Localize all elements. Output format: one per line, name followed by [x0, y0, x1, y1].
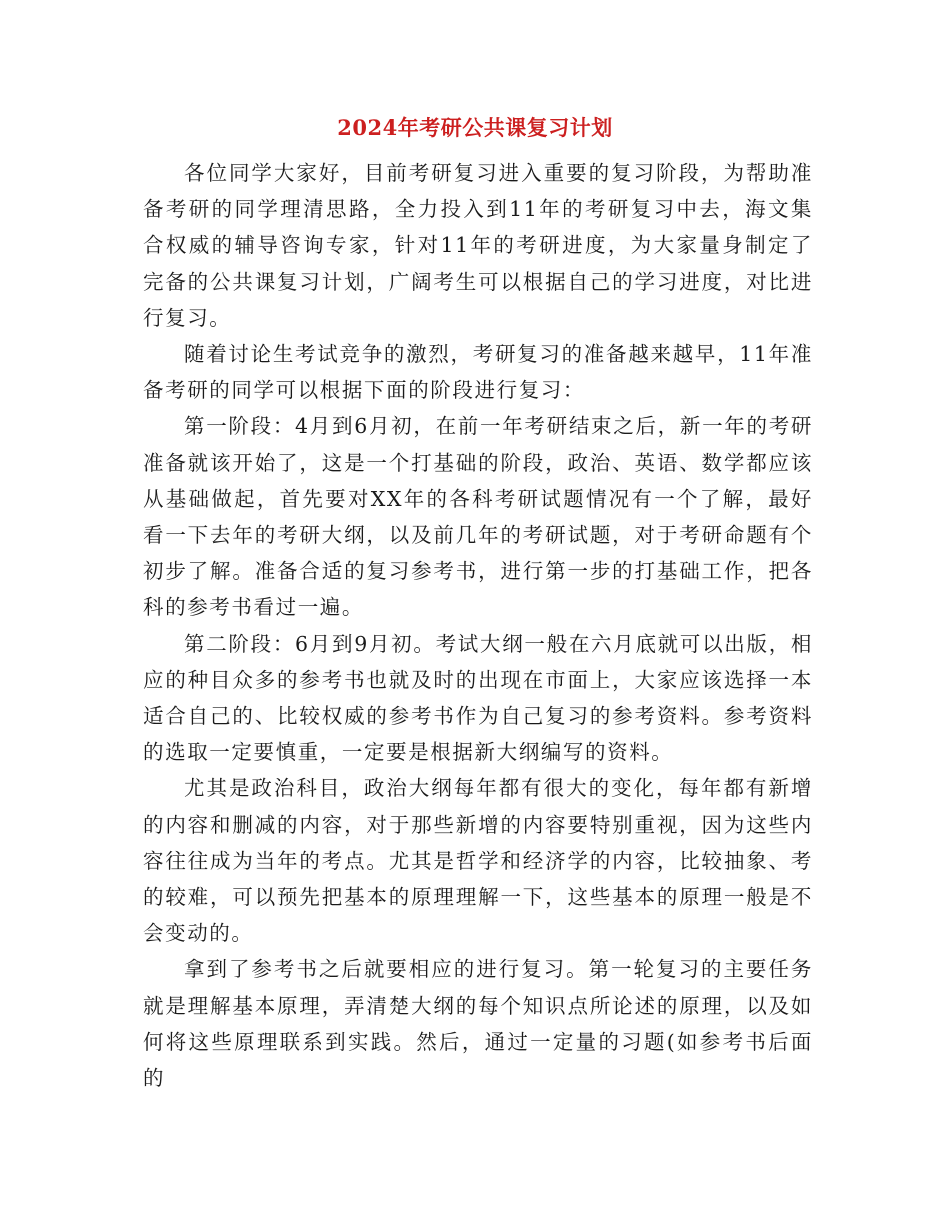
paragraph-intro: 各位同学大家好，目前考研复习进入重要的复习阶段，为帮助准备考研的同学理清思路，全力投入到11年的考研复习中去，海文集合权威的辅导咨询专家，针对11年的考研进度，为大家量身制定了完备的公共课复习计划，广阔考生可以根据自己的学习进度，对比进行复习。: [143, 161, 813, 330]
paragraph-review: 拿到了参考书之后就要相应的进行复习。第一轮复习的主要任务就是理解基本原理，弄清楚大纲的每个知识点所论述的原理，以及如何将这些原理联系到实践。然后，通过一定量的习题(如参考书后面的: [143, 957, 813, 1091]
paragraph-stage-one: 第一阶段：4月到6月初，在前一年考研结束之后，新一年的考研准备就该开始了，这是一个打基础的阶段，政治、英语、数学都应该从基础做起，首先要对XX年的各科考研试题情况有一个了解，最好看一下去年的考研大纲，以及前几年的考研试题，对于考研命题有个初步了解。准备合适的复习参考书，进行第一步的打基础工作，把各科的参考书看过一遍。: [143, 414, 813, 620]
paragraph-overview: 随着讨论生考试竞争的激烈，考研复习的准备越来越早，11年准备考研的同学可以根据下面的阶段进行复习：: [143, 342, 813, 403]
document-title: 2024年考研公共课复习计划: [337, 115, 613, 140]
paragraph-politics: 尤其是政治科目，政治大纲每年都有很大的变化，每年都有新增的内容和删减的内容，对于那些新增的内容要特别重视，因为这些内容往往成为当年的考点。尤其是哲学和经济学的内容，比较抽象、考的较难，可以预先把基本的原理理解一下，这些基本的原理一般是不会变动的。: [143, 776, 813, 946]
document-body: [143, 155, 813, 1096]
paragraph-stage-two: 第二阶段：6月到9月初。考试大纲一般在六月底就可以出版，相应的种目众多的参考书也就及时的出现在市面上，大家应该选择一本适合自己的、比较权威的参考书作为自己复习的参考资料。参考资料的选取一定要慎重，一定要是根据新大纲编写的资料。: [143, 631, 813, 765]
